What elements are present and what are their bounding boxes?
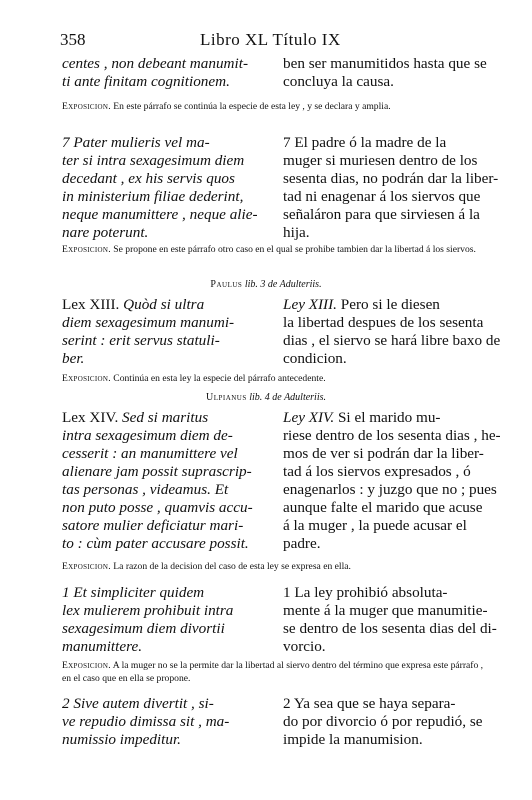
spanish-paragraph-1: 1 La ley prohibió absoluta- mente á la muger que manumitie- se dentro de los sesenta dias del di- vorcio.: [283, 584, 497, 655]
exposicion-note: Exposicion. Continúa en esta ley la especie del párrafo antecedente.: [62, 373, 326, 384]
latin-paragraph-7: 7 Pater mulieris vel ma- ter si intra sexagesimum diem decedant , ex his servis quos in ministerium filiae dederint, neque manumittere , neque alie- nare poterunt.: [62, 134, 258, 241]
spanish-ley-14: Ley XIV. Si el marido mu- riese dentro de los sesenta dias , he- mos de ver si podrán dar la liber- tad á los siervos expresados , ó enagenarlos : y juzgo que no ; pues aunque falte el marido que acuse á la muger , la puede acusar el padre.: [283, 409, 501, 552]
latin-paragraph-2: 2 Sive autem divertit , si- ve repudio dimissa sit , ma- numissio impeditur.: [62, 695, 230, 748]
source-attribution: Ulpianus lib. 4 de Adulteriis.: [205, 392, 327, 403]
exposicion-note: Exposicion. La razon de la decision del caso de esta ley se expresa en ella.: [62, 561, 351, 572]
source-attribution: Paulus lib. 3 de Adulteriis.: [210, 279, 322, 290]
page-header: [0, 30, 532, 52]
latin-lex-13: Lex XIII. Quòd si ultra diem sexagesimum manumi- serint : erit servus statuli- ber.: [62, 296, 235, 367]
latin-continuation: centes , non debeant manumit- ti ante finitam cognitionem.: [62, 55, 249, 90]
spanish-ley-13: Ley XIII. Pero si le diesen la libertad despues de los sesenta dias , el siervo se hará libre baxo de condicion.: [283, 296, 501, 367]
exposicion-note: Exposicion. En este párrafo se continúa la especie de esta ley , y se declara y amplia.: [62, 101, 391, 112]
latin-paragraph-1: 1 Et simpliciter quidem lex mulierem prohibuit intra sexagesimum diem divortii manumittere.: [62, 584, 234, 655]
latin-lex-14: Lex XIV. Sed si maritus intra sexagesimum diem de- cesserit : an manumittere vel alienare jam possit suprascrip- tas personas , videamus. Et non puto posse , quamvis accu- satore mulier deficiatur mari- to : cùm pater accusare possit.: [62, 409, 253, 552]
exposicion-note: Exposicion. Se propone en este párrafo otro caso en el qual se prohibe tambien dar la libertad á los siervos.: [62, 244, 476, 255]
spanish-continuation: ben ser manumitidos hasta que se concluya la causa.: [283, 55, 487, 90]
page-number: 358: [60, 30, 86, 49]
spanish-paragraph-2: 2 Ya sea que se haya separa- do por divorcio ó por repudió, se impide la manumision.: [283, 695, 483, 748]
running-title: Libro XL Título IX: [200, 30, 341, 49]
exposicion-note: Exposicion. A la muger no se la permite dar la libertad al siervo dentro del término que expresa este párrafo , en el caso que en ella se propone.: [62, 660, 484, 684]
spanish-paragraph-7: 7 El padre ó la madre de la muger si muriesen dentro de los sesenta dias, no podrán dar la liber- tad ni enagenar á los siervos que señaláron para que sirviesen á la hija.: [283, 134, 499, 241]
